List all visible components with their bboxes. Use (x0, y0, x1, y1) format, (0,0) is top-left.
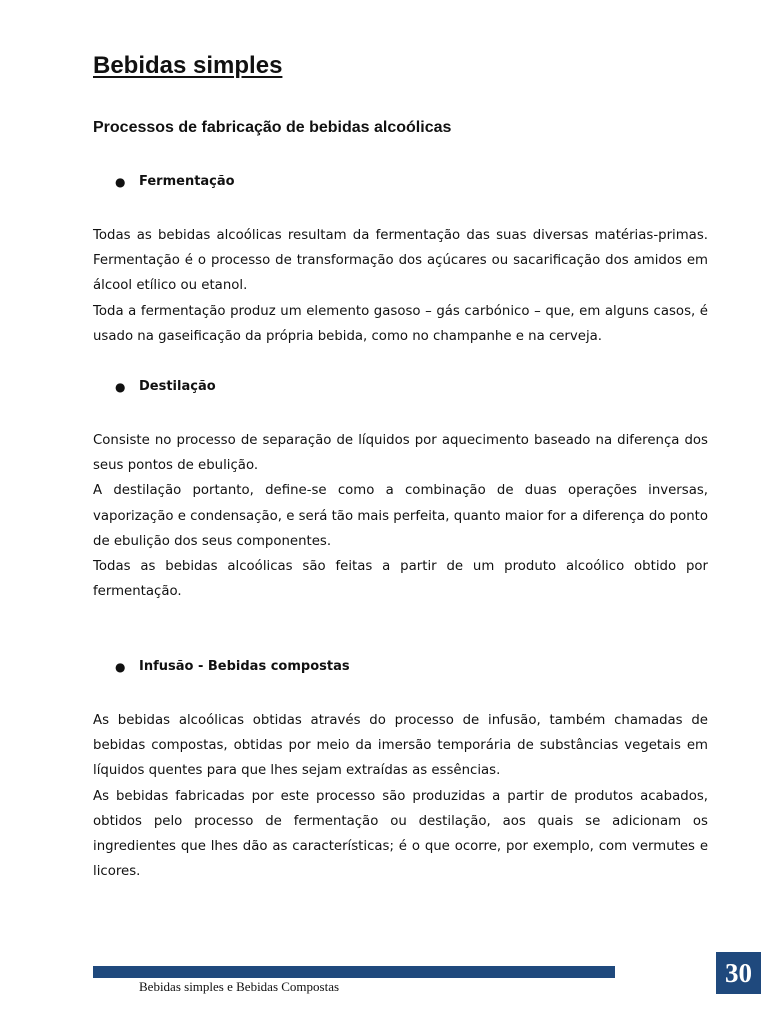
paragraph: As bebidas fabricadas por este processo são produzidas a partir de produtos acabados, obtidos pelo processo de fermentação ou destilação, aos quais se adicionam os ingredientes que lhes dão as características; é o que ocorre, por exemplo, com vermutes e licores. (93, 788, 708, 880)
paragraph-block-infusao (93, 708, 708, 884)
bullet-heading-label: Fermentação (139, 174, 235, 189)
bullet-heading-label: Destilação (139, 379, 216, 394)
bullet-heading-destilacao (115, 378, 216, 396)
bullet-icon: ● (115, 380, 126, 394)
bullet-icon: ● (115, 175, 126, 189)
paragraph: As bebidas alcoólicas obtidas através do processo de infusão, também chamadas de bebidas compostas, obtidas por meio da imersão temporária de substâncias vegetais em líquidos quentes para que lhes sejam extraídas as essências. (93, 713, 708, 779)
bullet-heading-fermentacao (115, 173, 235, 191)
paragraph-block-fermentacao (93, 223, 708, 349)
paragraph: A destilação portanto, define-se como a combinação de duas operações inversas, vaporização e condensação, e será tão mais perfeita, quanto maior for a diferença do ponto de ebulição dos seus componentes. (93, 483, 708, 549)
paragraph: Todas as bebidas alcoólicas são feitas a partir de um produto alcoólico obtido por fermentação. (93, 559, 708, 600)
footer-text: Bebidas simples e Bebidas Compostas (139, 979, 340, 994)
paragraph: Consiste no processo de separação de líquidos por aquecimento baseado na diferença dos seus pontos de ebulição. (93, 433, 708, 474)
bullet-heading-infusao (115, 658, 350, 676)
paragraph: Todas as bebidas alcoólicas resultam da fermentação das suas diversas matérias-primas. Fermentação é o processo de transformação dos açúcares ou sacarificação dos amidos em álcool etílico ou etanol. (93, 228, 708, 294)
paragraph: Toda a fermentação produz um elemento gasoso – gás carbónico – que, em alguns casos, é usado na gaseificação da própria bebida, como no champanhe e na cerveja. (93, 303, 708, 344)
bullet-heading-label: Infusão - Bebidas compostas (139, 659, 350, 674)
bullet-icon: ● (115, 660, 126, 674)
page-number: 30 (716, 952, 761, 994)
page-title: Bebidas simples (93, 52, 283, 79)
section-title: Processos de fabricação de bebidas alcoólicas (93, 119, 452, 136)
footer-bar (93, 966, 615, 978)
paragraph-block-destilacao (93, 428, 708, 604)
